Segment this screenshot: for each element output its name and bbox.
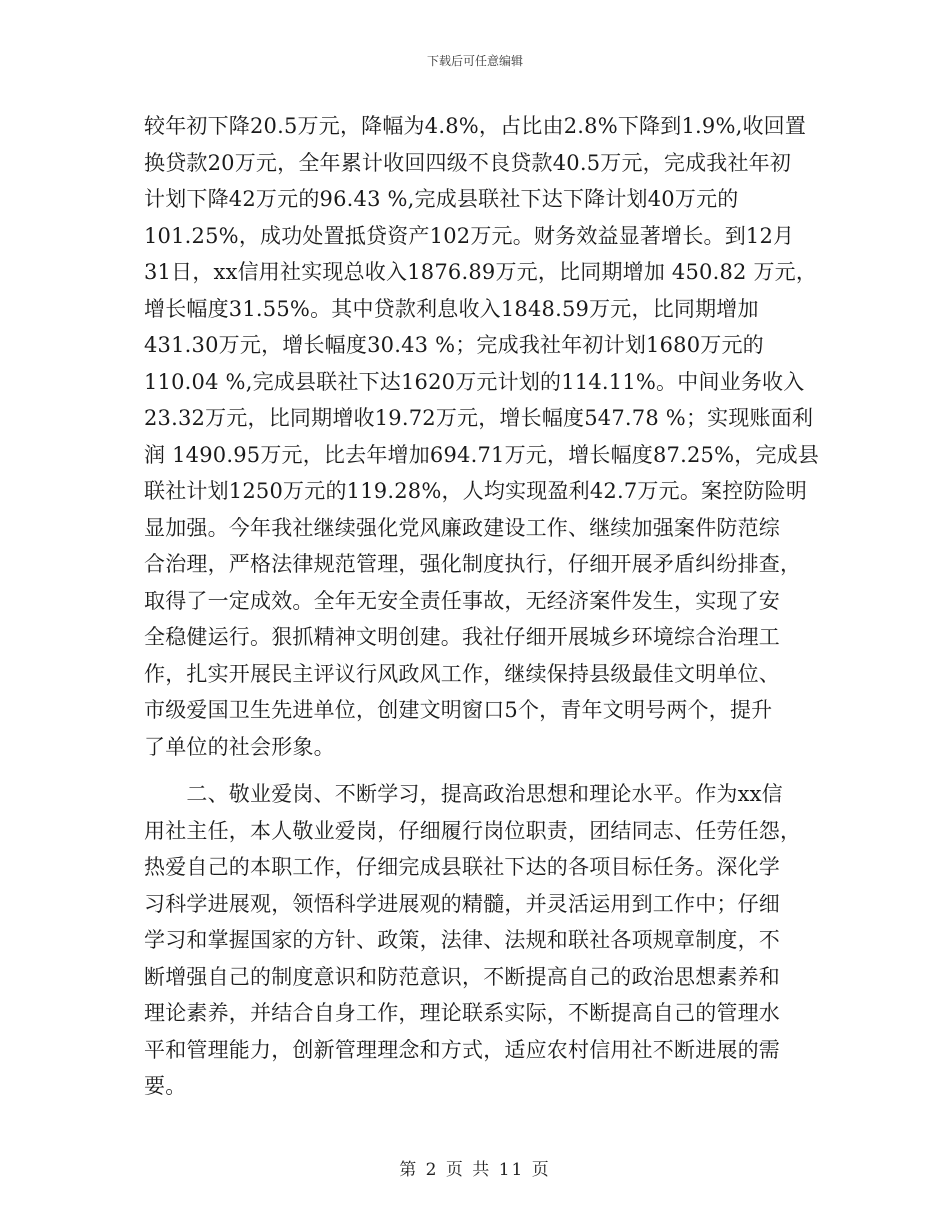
text-line: 全稳健运行。狠抓精神文明创建。我社仔细开展城乡环境综合治理工: [144, 625, 780, 649]
text-line: 平和管理能力，创新管理理念和方式，适应农村信用社不断进展的需: [144, 1037, 780, 1062]
text-line: 换贷款20万元，全年累计收回四级不良贷款40.5万元，完成我社年初: [144, 150, 792, 175]
text-line: 用社主任，本人敬业爱岗，仔细履行岗位职责，团结同志、任劳任怨，: [144, 818, 802, 843]
text-line: 显加强。今年我社继续强化党风廉政建设工作、继续加强案件防范综: [144, 515, 780, 540]
text-line: 学习和掌握国家的方针、政策，法律、法规和联社各项规章制度，不: [144, 928, 780, 952]
text-line: 市级爱国卫生先进单位，创建文明窗口5个，青年文明号两个，提升: [144, 698, 773, 722]
text-line: 计划下降42万元的96.43 %,完成县联社下达下降计划40万元的: [144, 187, 739, 211]
text-line: 431.30万元，增长幅度30.43 %；完成我社年初计划1680万元的: [144, 333, 764, 357]
text-line: 较年初下降20.5万元，降幅为4.8%，占比由2.8%下降到1.9%,收回置: [144, 114, 807, 138]
text-line: 取得了一定成效。全年无安全责任事故，无经济案件发生，实现了安: [144, 588, 780, 613]
text-line: 作，扎实开展民主评议行风政风工作，继续保持县级最佳文明单位、: [144, 661, 780, 686]
text-line: 热爱自己的本职工作，仔细完成县联社下达的各项目标任务。深化学: [144, 855, 780, 879]
page-header: 下载后可任意编辑: [426, 54, 523, 68]
paragraph-spacer: [144, 765, 812, 776]
text-line: 合治理，严格法律规范管理，强化制度执行，仔细开展矛盾纠纷排查，: [144, 552, 802, 576]
text-line: 增长幅度31.55%。其中贷款利息收入1848.59万元，比同期增加: [144, 296, 759, 321]
paragraph-1: [144, 108, 820, 765]
text-line: 23.32万元，比同期增收19.72万元，增长幅度547.78 %；实现账面利: [144, 406, 814, 430]
text-line: 要。: [144, 1074, 187, 1098]
page-number-footer: 第 2 页 共 11 页: [399, 1160, 551, 1180]
text-line: 二、敬业爱岗、不断学习，提高政治思想和理论水平。作为xx信: [144, 782, 783, 806]
text-line: 习科学进展观，领悟科学进展观的精髓，并灵活运用到工作中；仔细: [144, 891, 780, 916]
text-line: 润 1490.95万元，比去年增加694.71万元，增长幅度87.25%，完成县: [144, 442, 820, 467]
paragraph-2: [144, 776, 812, 1105]
text-line: 理论素养，并结合自身工作，理论联系实际，不断提高自己的管理水: [144, 1001, 780, 1025]
document-body: [144, 108, 820, 1105]
text-line: 101.25%，成功处置抵贷资产102万元。财务效益显著增长。到12月: [144, 223, 795, 248]
text-line: 联社计划1250万元的119.28%，人均实现盈利42.7万元。案控防险明: [144, 479, 808, 503]
text-line: 31日，xx信用社实现总收入1876.89万元，比同期增加 450.82 万元，: [144, 260, 818, 284]
text-line: 110.04 %,完成县联社下达1620万元计划的114.11%。中间业务收入: [144, 369, 805, 394]
text-line: 了单位的社会形象。: [144, 734, 335, 759]
text-line: 断增强自己的制度意识和防范意识，不断提高自己的政治思想素养和: [144, 964, 780, 989]
